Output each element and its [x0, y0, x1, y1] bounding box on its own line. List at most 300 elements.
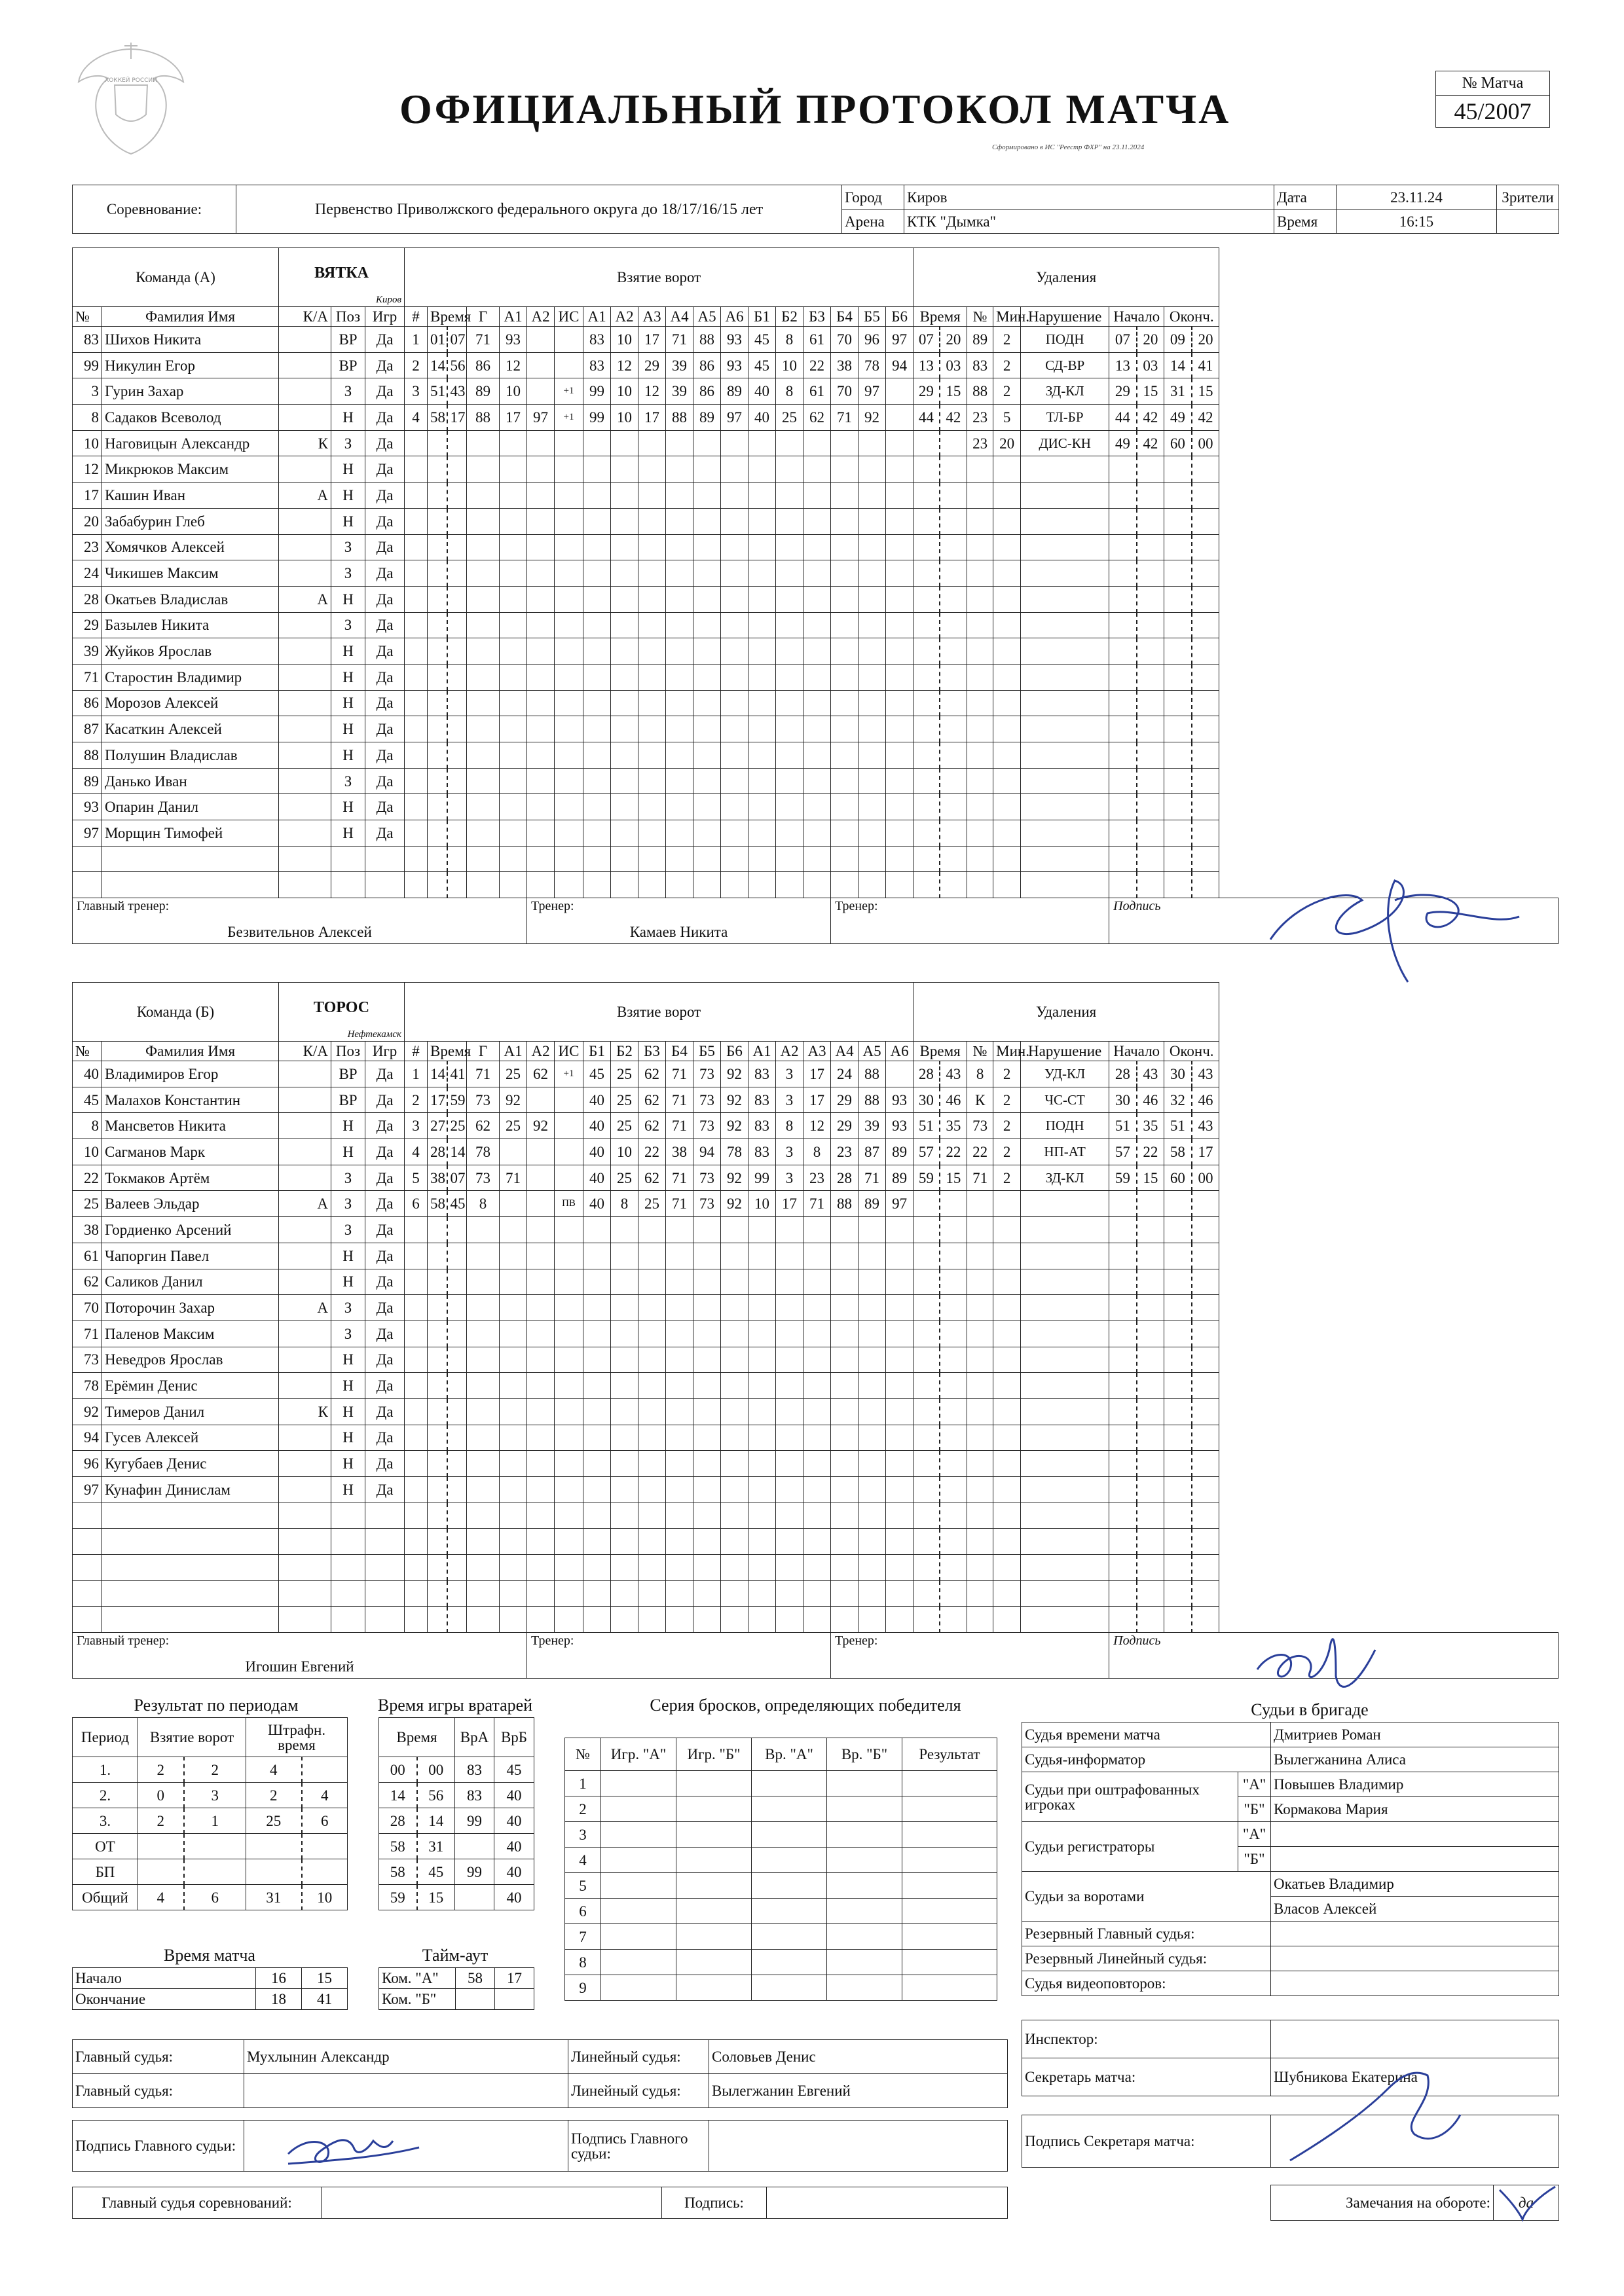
goal-cell: [555, 1139, 583, 1165]
goal-cell-empty: [886, 872, 913, 898]
goal-cell-empty: [748, 1269, 776, 1295]
goal-cell-empty: [638, 586, 666, 612]
goal-cell-empty: [405, 508, 428, 534]
goal-cell-empty: [428, 664, 447, 690]
penalty-cell: 15: [940, 1165, 967, 1191]
penalty-cell: 46: [940, 1087, 967, 1113]
teamB-row: [73, 1191, 1559, 1217]
timeout-b-s: [495, 1989, 534, 2010]
teamB-row: [73, 1087, 1559, 1113]
goal-cell: 3: [405, 378, 428, 405]
goal-cell-empty: [886, 560, 913, 587]
goal-cell-empty: [858, 664, 886, 690]
teamB-h-onice: Б3: [638, 1042, 666, 1061]
goal-cell-empty: [583, 534, 611, 560]
penalty-box-a-label: "А": [1238, 1772, 1271, 1797]
goal-cell-empty: [693, 1503, 721, 1529]
teamB-goals-title: Взятие ворот: [405, 983, 913, 1042]
penalty-cell-empty: [1192, 1373, 1219, 1399]
goal-cell-empty: [467, 612, 500, 638]
goal-cell-empty: [803, 508, 831, 534]
penalty-cell-empty: [1192, 1243, 1219, 1269]
goal-cell-empty: [776, 846, 803, 872]
shootout-cell: [752, 1771, 827, 1796]
penalty-cell-empty: [940, 1373, 967, 1399]
goal-cell-empty: [467, 1555, 500, 1581]
shootout-header: Игр. "А": [601, 1738, 676, 1771]
goal-cell-empty: [748, 846, 776, 872]
penalty-cell-empty: [940, 1555, 967, 1581]
goal-cell-empty: [858, 508, 886, 534]
shootout-row: [565, 1899, 997, 1924]
empty-cell: [279, 846, 331, 872]
penalty-cell-empty: [1021, 534, 1109, 560]
goal-cell-empty: [693, 1321, 721, 1347]
goalie-row: [379, 1783, 534, 1808]
goal-cell-empty: [858, 716, 886, 742]
penalty-cell-empty: [940, 846, 967, 872]
penalty-cell-empty: [1109, 612, 1137, 638]
player-number: 70: [73, 1295, 102, 1321]
penalty-cell-empty: [1164, 1607, 1192, 1633]
goal-cell-empty: [428, 534, 447, 560]
goal-cell-empty: [858, 1295, 886, 1321]
goal-cell: 3: [776, 1165, 803, 1191]
penalty-cell-empty: [1137, 534, 1164, 560]
goal-cell-empty: [721, 768, 748, 794]
goal-cell-empty: [467, 768, 500, 794]
teamB-coach1-label: Тренер:: [531, 1633, 574, 1649]
penalty-cell-empty: [1137, 664, 1164, 690]
goalie-cell: 99: [455, 1808, 494, 1834]
goal-cell-empty: [447, 508, 467, 534]
penalty-cell-empty: [1137, 560, 1164, 587]
goal-cell: 92: [500, 1087, 527, 1113]
penalty-cell: 49: [1109, 430, 1137, 456]
goal-cell: [886, 405, 913, 431]
goal-cell-empty: [500, 664, 527, 690]
goal-cell-empty: [803, 1580, 831, 1607]
player-captain: [279, 405, 331, 431]
remarks-label: Замечания на обороте:: [1271, 2185, 1494, 2221]
penalty-cell-empty: [1137, 1243, 1164, 1269]
penalty-cell-empty: [1109, 820, 1137, 847]
goal-cell-empty: [776, 586, 803, 612]
penalty-cell-empty: [1109, 1607, 1137, 1633]
goal-cell-empty: [666, 1373, 693, 1399]
penalty-cell-empty: [1109, 1555, 1137, 1581]
goal-cell-empty: [776, 638, 803, 665]
goal-cell-empty: [721, 534, 748, 560]
player-number: 97: [73, 1477, 102, 1503]
goalie-cell: 40: [494, 1808, 534, 1834]
penalty-cell-empty: [940, 638, 967, 665]
penalty-cell-empty: [967, 1295, 993, 1321]
player-captain: [279, 1425, 331, 1451]
goal-cell: 89: [721, 378, 748, 405]
penalty-cell-empty: [993, 664, 1021, 690]
player-played: Да: [365, 405, 405, 431]
goal-cell-empty: [666, 1321, 693, 1347]
goal-cell-empty: [447, 483, 467, 509]
player-captain: [279, 690, 331, 716]
goal-cell-empty: [527, 586, 555, 612]
timekeeper-name: Дмитриев Роман: [1271, 1722, 1559, 1747]
penalty-cell-empty: [913, 1398, 940, 1425]
goal-cell-empty: [467, 1451, 500, 1477]
player-position: Н: [331, 1373, 365, 1399]
goal-cell-empty: [611, 1503, 638, 1529]
goal-cell-empty: [555, 1425, 583, 1451]
player-position: З: [331, 560, 365, 587]
goal-cell-empty: [500, 534, 527, 560]
goal-cell: 88: [666, 405, 693, 431]
goalie-cell: 83: [455, 1783, 494, 1808]
periods-title: Результат по периодам: [134, 1696, 299, 1715]
goal-cell-empty: [693, 456, 721, 483]
teamB-penalties-title: Удаления: [913, 983, 1219, 1042]
penalty-cell: 17: [1192, 1139, 1219, 1165]
player-captain: [279, 508, 331, 534]
goal-cell-empty: [831, 768, 858, 794]
player-captain: [279, 794, 331, 820]
document-title: ОФИЦИАЛЬНЫЙ ПРОТОКОЛ МАТЧА: [399, 86, 1231, 132]
penalty-cell: 15: [1137, 378, 1164, 405]
teamA-h-onice: А6: [721, 307, 748, 327]
goal-cell-empty: [886, 1321, 913, 1347]
goal-cell-empty: [467, 1529, 500, 1555]
penalty-cell: 2: [993, 352, 1021, 378]
goal-cell-empty: [776, 483, 803, 509]
goal-cell: 3: [776, 1139, 803, 1165]
goal-cell: [500, 1191, 527, 1217]
goal-cell-empty: [611, 638, 638, 665]
player-captain: [279, 612, 331, 638]
teamA-h-a1: А1: [500, 307, 527, 327]
goal-cell-empty: [776, 1373, 803, 1399]
goal-cell-empty: [638, 1269, 666, 1295]
penalty-cell-empty: [1109, 1243, 1137, 1269]
goal-cell-empty: [500, 560, 527, 587]
penalty-cell-empty: [1109, 742, 1137, 769]
goal-cell: 40: [583, 1165, 611, 1191]
penalty-cell-empty: [1109, 586, 1137, 612]
teamA-head-coach: Безвительнов Алексей: [227, 924, 372, 941]
period-cell: [138, 1834, 184, 1859]
officials-signatures: [72, 2120, 1008, 2172]
teamA-row: [73, 352, 1559, 378]
player-captain: [279, 1113, 331, 1139]
goal-cell-empty: [583, 690, 611, 716]
player-name: Морозов Алексей: [102, 690, 279, 716]
goal-cell-empty: [405, 456, 428, 483]
penalty-cell-empty: [940, 820, 967, 847]
player-captain: [279, 820, 331, 847]
goal-cell-empty: [611, 483, 638, 509]
empty-cell: [102, 872, 279, 898]
teamA-row: [73, 405, 1559, 431]
period-cell: 4: [302, 1783, 348, 1808]
goal-cell: 61: [803, 378, 831, 405]
goal-cell-empty: [467, 483, 500, 509]
goal-cell-empty: [583, 1477, 611, 1503]
goal-cell-empty: [803, 1269, 831, 1295]
goal-cell-empty: [638, 768, 666, 794]
goal-cell: 97: [886, 327, 913, 353]
penalty-cell-empty: [967, 560, 993, 587]
goal-cell-empty: [638, 872, 666, 898]
penalty-cell-empty: [993, 638, 1021, 665]
goal-cell: 70: [831, 378, 858, 405]
goal-cell-empty: [405, 1269, 428, 1295]
goal-cell: 83: [583, 352, 611, 378]
teamB-h-g: Г: [467, 1042, 500, 1061]
goal-cell-empty: [500, 1580, 527, 1607]
goal-cell: 29: [831, 1087, 858, 1113]
goal-cell-empty: [693, 794, 721, 820]
goal-cell-empty: [527, 612, 555, 638]
goal-cell-empty: [527, 638, 555, 665]
penalty-cell: 00: [1192, 1165, 1219, 1191]
penalty-cell-empty: [1192, 872, 1219, 898]
goal-cell-empty: [748, 820, 776, 847]
goal-cell-empty: [666, 483, 693, 509]
goal-cell: 25: [611, 1165, 638, 1191]
goal-cell: 73: [693, 1061, 721, 1087]
teamA-row: [73, 638, 1559, 665]
goal-cell-empty: [500, 742, 527, 769]
goalie-cell: [455, 1834, 494, 1859]
player-captain: А: [279, 483, 331, 509]
goal-cell-empty: [428, 560, 447, 587]
penalty-cell-empty: [940, 1243, 967, 1269]
player-position: Н: [331, 508, 365, 534]
goal-cell: 71: [666, 1061, 693, 1087]
goal-cell-empty: [583, 456, 611, 483]
player-captain: [279, 1321, 331, 1347]
goal-cell-empty: [583, 1503, 611, 1529]
goal-cell-empty: [527, 1217, 555, 1243]
goal-cell-empty: [500, 1529, 527, 1555]
registrar-a-name: [1271, 1822, 1559, 1847]
goal-cell: 3: [776, 1087, 803, 1113]
teamA-row: [73, 560, 1559, 587]
penalty-cell: 22: [1137, 1139, 1164, 1165]
penalty-cell: 31: [1164, 378, 1192, 405]
player-name: Саликов Данил: [102, 1269, 279, 1295]
teamA-coach1: Камаев Никита: [629, 924, 728, 941]
city-label: Город: [842, 185, 904, 210]
goal-cell-empty: [467, 1607, 500, 1633]
goal-cell-empty: [405, 1243, 428, 1269]
goal-cell-empty: [638, 1529, 666, 1555]
shootout-cell: [601, 1796, 676, 1822]
penalty-cell: 2: [993, 1061, 1021, 1087]
player-name: Владимиров Егор: [102, 1061, 279, 1087]
goal-cell-empty: [555, 508, 583, 534]
goal-cell: 1: [405, 327, 428, 353]
penalty-cell: ПОДН: [1021, 327, 1109, 353]
goal-cell-empty: [405, 794, 428, 820]
penalty-cell-empty: [940, 1477, 967, 1503]
reserve-main-label: Резервный Главный судья:: [1022, 1922, 1271, 1946]
goal-cell-empty: [858, 768, 886, 794]
goal-cell-empty: [831, 716, 858, 742]
goal-cell-empty: [447, 1217, 467, 1243]
penalty-cell-empty: [1164, 586, 1192, 612]
goal-cell-empty: [467, 1425, 500, 1451]
player-number: 3: [73, 378, 102, 405]
penalty-cell-empty: [993, 560, 1021, 587]
penalty-cell-empty: [1192, 1580, 1219, 1607]
penalty-cell-empty: [1164, 1503, 1192, 1529]
shootout-row: [565, 1873, 997, 1899]
penalty-cell-empty: [1192, 1425, 1219, 1451]
player-played: Да: [365, 1217, 405, 1243]
penalty-cell: 58: [1164, 1139, 1192, 1165]
penalty-cell: 42: [1137, 405, 1164, 431]
shootout-header: Вр. "Б": [827, 1738, 902, 1771]
empty-cell: [102, 1529, 279, 1555]
goal-cell-empty: [666, 872, 693, 898]
penalty-cell: 46: [1192, 1087, 1219, 1113]
registrar-a-label: "А": [1238, 1822, 1271, 1847]
goal-cell-empty: [803, 430, 831, 456]
goal-cell-empty: [447, 638, 467, 665]
penalty-cell-empty: [967, 483, 993, 509]
player-number: 62: [73, 1269, 102, 1295]
goal-cell-empty: [776, 1321, 803, 1347]
arena-value: КТК "Дымка": [904, 210, 1274, 234]
shootout-cell: [601, 1950, 676, 1975]
teamB-head-coach: Игошин Евгений: [245, 1658, 354, 1675]
goal-cell-empty: [428, 1580, 447, 1607]
teamA-h-onice: А1: [583, 307, 611, 327]
player-position: З: [331, 1295, 365, 1321]
teamA-h-pen-start: Начало: [1109, 307, 1164, 327]
goal-cell-empty: [583, 1529, 611, 1555]
match-end-h: 18: [256, 1989, 302, 2010]
player-position: З: [331, 768, 365, 794]
penalty-cell-empty: [1192, 508, 1219, 534]
goal-cell-empty: [858, 820, 886, 847]
goal-cell-empty: [611, 1373, 638, 1399]
goal-cell-empty: [583, 1373, 611, 1399]
goal-cell-empty: [447, 1269, 467, 1295]
goal-cell-empty: [803, 1503, 831, 1529]
goal-cell-empty: [611, 560, 638, 587]
teamA-h-pen-viol: Нарушение: [1021, 307, 1109, 327]
match-number-label: № Матча: [1436, 71, 1550, 96]
goal-cell-empty: [447, 586, 467, 612]
teamA-h-pen-no: №: [967, 307, 993, 327]
goal-cell-empty: [555, 638, 583, 665]
penalty-cell-empty: [967, 1451, 993, 1477]
penalty-cell-empty: [1192, 560, 1219, 587]
empty-cell: [365, 872, 405, 898]
goal-cell-empty: [500, 846, 527, 872]
goal-cell-empty: [748, 430, 776, 456]
goal-cell-empty: [886, 1295, 913, 1321]
goal-cell-empty: [831, 1607, 858, 1633]
goal-cell: 14: [447, 1139, 467, 1165]
penalty-cell-empty: [940, 690, 967, 716]
teamA-row: [73, 534, 1559, 560]
penalty-cell-empty: [993, 1555, 1021, 1581]
competition-referee: [72, 2187, 1008, 2219]
empty-cell: [279, 1529, 331, 1555]
penalty-cell-empty: [993, 872, 1021, 898]
penalty-cell: 15: [1137, 1165, 1164, 1191]
goal-cell: [555, 1113, 583, 1139]
goal-cell-empty: [500, 508, 527, 534]
goal-cell-empty: [405, 1607, 428, 1633]
penalty-cell-empty: [1137, 1451, 1164, 1477]
goal-cell-empty: [748, 794, 776, 820]
goal-cell-empty: [500, 872, 527, 898]
player-position: Н: [331, 664, 365, 690]
goal-cell-empty: [693, 612, 721, 638]
penalty-cell-empty: [1192, 742, 1219, 769]
goal-cell-empty: [831, 612, 858, 638]
goal-cell-empty: [555, 820, 583, 847]
penalty-cell-empty: [967, 1477, 993, 1503]
player-played: Да: [365, 742, 405, 769]
penalty-cell: [940, 430, 967, 456]
empty-cell: [73, 1555, 102, 1581]
goal-cell-empty: [803, 742, 831, 769]
penalty-cell-empty: [1192, 1555, 1219, 1581]
goal-cell-empty: [858, 586, 886, 612]
penalty-cell-empty: [1164, 1580, 1192, 1607]
goal-cell-empty: [467, 560, 500, 587]
penalty-cell-empty: [993, 1398, 1021, 1425]
penalty-cell-empty: [913, 508, 940, 534]
player-captain: А: [279, 586, 331, 612]
shootout-cell: [676, 1873, 752, 1899]
goal-cell-empty: [803, 768, 831, 794]
goal-cell-empty: [611, 612, 638, 638]
penalty-cell: 14: [1164, 352, 1192, 378]
goal-cell-empty: [500, 456, 527, 483]
penalty-cell-empty: [1192, 456, 1219, 483]
teamA-name-cell: [279, 248, 405, 307]
goal-cell-empty: [831, 534, 858, 560]
penalty-cell-empty: [967, 1580, 993, 1607]
goal-cell-empty: [428, 690, 447, 716]
goal-cell-empty: [721, 1269, 748, 1295]
shootout-header: Игр. "Б": [676, 1738, 752, 1771]
empty-cell: [365, 1580, 405, 1607]
shootout-no: 3: [565, 1822, 601, 1848]
player-position: Н: [331, 1398, 365, 1425]
goal-cell-empty: [858, 1321, 886, 1347]
goalie-cell: 40: [494, 1885, 534, 1910]
player-name: Поторочин Захар: [102, 1295, 279, 1321]
shootout-no: 6: [565, 1899, 601, 1924]
goalie-b-header: ВрБ: [494, 1718, 534, 1757]
goal-cell-empty: [428, 794, 447, 820]
teamA-row: [73, 327, 1559, 353]
goal-cell-empty: [611, 1398, 638, 1425]
penalty-cell-empty: [1164, 820, 1192, 847]
penalty-cell-empty: [1192, 1607, 1219, 1633]
goal-cell-empty: [405, 560, 428, 587]
teamA-h-onice: Б4: [831, 307, 858, 327]
penalty-cell-empty: [940, 612, 967, 638]
penalty-cell-empty: [940, 1269, 967, 1295]
goal-cell-empty: [693, 586, 721, 612]
